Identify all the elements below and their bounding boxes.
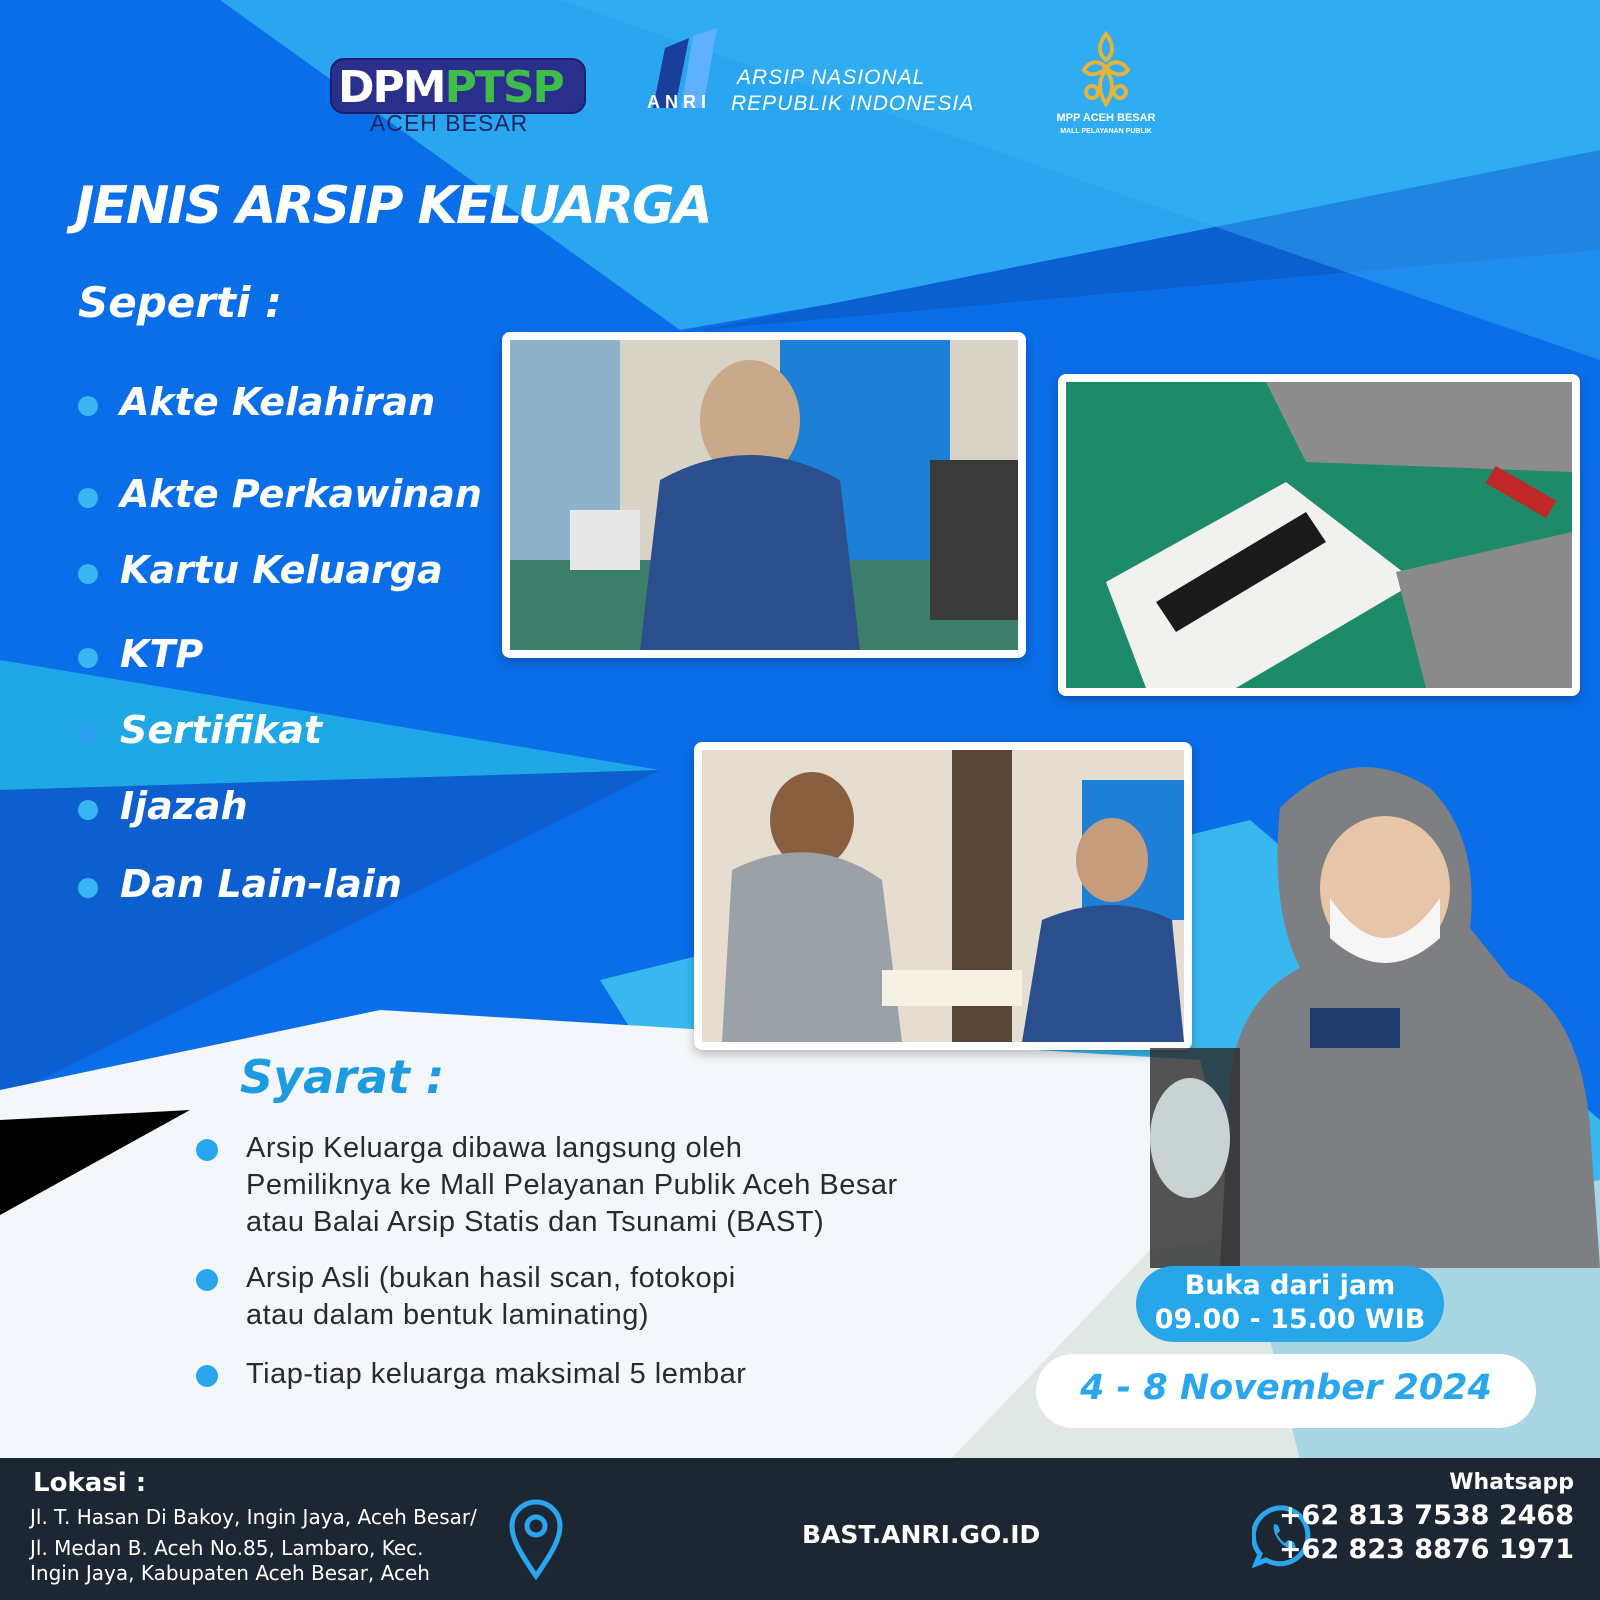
bullet-icon xyxy=(78,396,98,416)
syarat-line: Pemiliknya ke Mall Pelayanan Publik Aceh Besar xyxy=(246,1169,898,1201)
photo-encapsulation-image xyxy=(1066,382,1572,688)
photo-encapsulation-work xyxy=(1058,374,1580,696)
bullet-icon xyxy=(196,1365,218,1387)
jenis-item-label: Akte Perkawinan xyxy=(120,472,482,516)
bullet-icon xyxy=(78,878,98,898)
syarat-line: Arsip Keluarga dibawa langsung oleh xyxy=(246,1132,743,1164)
dpmptsp-logo-part2: PTSP xyxy=(444,62,563,113)
syarat-line: atau Balai Arsip Statis dan Tsunami (BAST) xyxy=(246,1206,825,1238)
jenis-item-label: Sertifikat xyxy=(120,708,323,752)
jenis-item-label: Ijazah xyxy=(120,784,248,828)
address-line: Jl. T. Hasan Di Bakoy, Ingin Jaya, Aceh Besar/ xyxy=(30,1505,477,1529)
mpp-emblem-icon xyxy=(1076,30,1136,110)
address-line: Jl. Medan B. Aceh No.85, Lambaro, Kec. xyxy=(30,1536,424,1560)
syarat-heading: Syarat : xyxy=(240,1050,445,1104)
jenis-item-label: Kartu Keluarga xyxy=(120,548,443,592)
phone-number[interactable]: +62 823 8876 1971 xyxy=(1278,1534,1574,1565)
photo-handover-image xyxy=(702,750,1184,1042)
jenis-item-label: Dan Lain-lain xyxy=(120,862,402,906)
jenis-item-label: KTP xyxy=(120,632,204,676)
bullet-icon xyxy=(78,488,98,508)
dpmptsp-logo xyxy=(330,58,584,134)
date-badge xyxy=(1036,1354,1536,1428)
dpmptsp-logo-part1: DPM xyxy=(338,62,445,113)
mpp-logo xyxy=(1050,30,1162,140)
anri-name-line2: REPUBLIK INDONESIA xyxy=(731,92,975,115)
bullet-icon xyxy=(78,564,98,584)
bullet-icon xyxy=(78,648,98,668)
anri-logo xyxy=(645,28,985,118)
hours-line2: 09.00 - 15.00 WIB xyxy=(1154,1304,1426,1335)
staff-photo-cutout xyxy=(1150,748,1600,1268)
mpp-logo-name: MPP ACEH BESAR xyxy=(1056,112,1156,124)
bullet-icon xyxy=(196,1139,218,1161)
bullet-icon xyxy=(196,1269,218,1291)
phone-number[interactable]: +62 813 7538 2468 xyxy=(1278,1500,1574,1531)
anri-name-line1: ARSIP NASIONAL xyxy=(737,66,926,89)
hours-line1: Buka dari jam xyxy=(1184,1270,1396,1301)
mpp-logo-sub: MALL PELAYANAN PUBLIK xyxy=(1060,128,1152,135)
website-link[interactable]: BAST.ANRI.GO.ID xyxy=(802,1520,1041,1549)
opening-hours-badge xyxy=(1136,1266,1444,1342)
seperti-heading: Seperti : xyxy=(78,278,282,327)
bullet-icon xyxy=(78,800,98,820)
photo-staff-at-desk-image xyxy=(510,340,1018,650)
dpmptsp-logo-sub: ACEH BESAR xyxy=(370,110,529,136)
anri-acronym: ANRI xyxy=(647,92,711,112)
location-pin-icon xyxy=(508,1498,564,1580)
jenis-item-label: Akte Kelahiran xyxy=(120,380,436,424)
bullet-icon xyxy=(78,724,98,744)
photo-handover xyxy=(694,742,1192,1050)
address-line: Ingin Jaya, Kabupaten Aceh Besar, Aceh xyxy=(30,1561,430,1585)
date-range: 4 - 8 November 2024 xyxy=(1080,1368,1492,1408)
syarat-line: Arsip Asli (bukan hasil scan, fotokopi xyxy=(246,1262,736,1294)
lokasi-label: Lokasi : xyxy=(33,1468,147,1498)
whatsapp-label: Whatsapp xyxy=(1449,1470,1574,1495)
syarat-line: atau dalam bentuk laminating) xyxy=(246,1299,650,1331)
syarat-line: Tiap-tiap keluarga maksimal 5 lembar xyxy=(246,1358,747,1390)
photo-staff-at-desk xyxy=(502,332,1026,658)
page-title: JENIS ARSIP KELUARGA xyxy=(75,176,711,236)
